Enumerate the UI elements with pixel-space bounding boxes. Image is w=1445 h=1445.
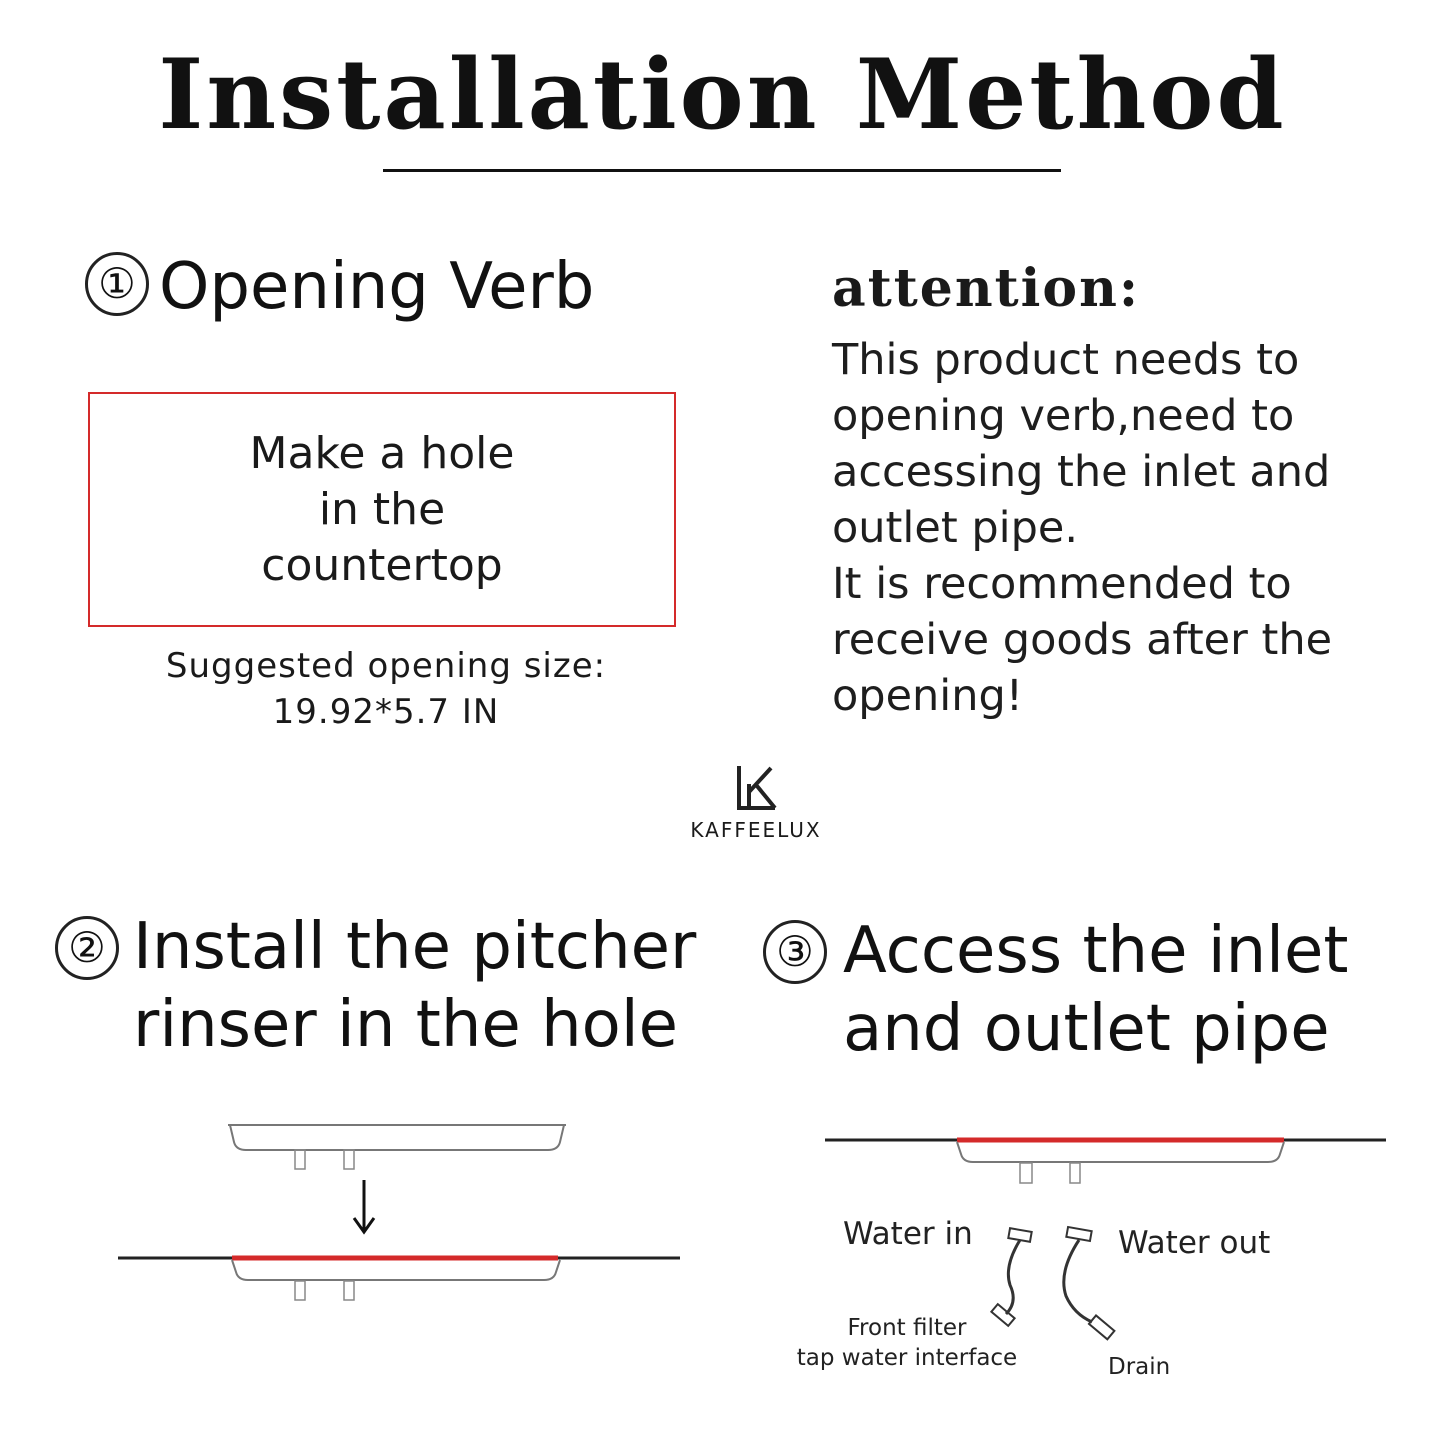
step-3-title-line1: Access the inlet xyxy=(843,914,1349,988)
attention-line: opening verb,need to xyxy=(832,391,1295,441)
drain-label: Drain xyxy=(1108,1354,1171,1380)
attention-line: outlet pipe. xyxy=(832,503,1079,553)
suggested-size-label: Suggested opening size: xyxy=(165,646,607,686)
suggested-size-value: 19.92*5.7 IN xyxy=(272,692,500,732)
inlet-hose-icon xyxy=(991,1228,1031,1326)
attention-line: It is recommended to xyxy=(832,559,1292,609)
rinser-before-install xyxy=(228,1125,566,1169)
attention-line: accessing the inlet and xyxy=(832,447,1331,497)
water-out-label: Water out xyxy=(1118,1225,1271,1261)
step-3-number: ③ xyxy=(763,920,827,984)
step-2-title-line2: rinser in the hole xyxy=(133,988,678,1062)
step-2-number: ② xyxy=(55,916,119,980)
front-filter-label xyxy=(780,1313,1034,1373)
step-3-title-line2: and outlet pipe xyxy=(843,992,1330,1066)
front-filter-line1: Front filter xyxy=(847,1315,967,1341)
down-arrow-icon xyxy=(354,1180,374,1232)
rinser-installed xyxy=(118,1258,680,1300)
attention-line: opening! xyxy=(832,671,1024,721)
step-1-number: ① xyxy=(85,252,149,316)
brand-name: KAFFEELUX xyxy=(690,818,822,842)
outlet-hose-icon xyxy=(1064,1227,1115,1339)
attention-line: This product needs to xyxy=(832,335,1300,385)
step-1-title: Opening Verb xyxy=(159,250,595,324)
page-title: Installation Method xyxy=(158,38,1287,151)
attention-title: attention: xyxy=(832,258,1141,319)
water-in-label: Water in xyxy=(843,1216,973,1252)
front-filter-line2: tap water interface xyxy=(796,1345,1018,1371)
attention-line: receive goods after the xyxy=(832,615,1333,665)
hole-instruction-text: Make a hole in the countertop xyxy=(249,427,515,591)
countertop-with-rinser xyxy=(825,1140,1386,1183)
step-2-title-line1: Install the pitcher xyxy=(133,910,697,984)
